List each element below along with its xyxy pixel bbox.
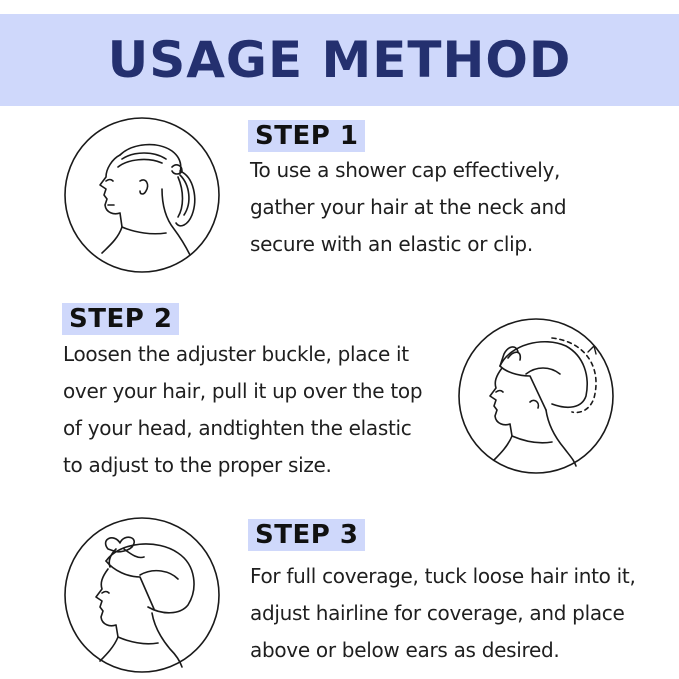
- cap-on-head-icon: [62, 515, 222, 675]
- step-1-line: To use a shower cap effectively,: [250, 158, 561, 182]
- header-banner: [0, 14, 679, 106]
- step-3-label: STEP 3: [248, 519, 365, 551]
- step-3-line: adjust hairline for coverage, and place: [250, 601, 625, 625]
- step-2-text: [63, 336, 422, 484]
- step-1-line: secure with an elastic or clip.: [250, 232, 533, 256]
- step-2-line: of your head, andtighten the elastic: [63, 416, 412, 440]
- ponytail-head-icon: [62, 115, 222, 275]
- step-1-text: [250, 152, 566, 263]
- step-1-label: STEP 1: [248, 120, 365, 152]
- step-3-line: For full coverage, tuck loose hair into it,: [250, 564, 636, 588]
- page-title: USAGE METHOD: [107, 31, 572, 89]
- step-2-line: Loosen the adjuster buckle, place it: [63, 342, 409, 366]
- step-3-line: above or below ears as desired.: [250, 638, 560, 662]
- step-2-line: over your hair, pull it up over the top: [63, 379, 423, 403]
- step-3-text: [250, 558, 636, 669]
- step-1-line: gather your hair at the neck and: [250, 195, 567, 219]
- step-2-label: STEP 2: [62, 303, 179, 335]
- cap-adjust-head-icon: [456, 316, 616, 476]
- step-2-line: to adjust to the proper size.: [63, 453, 332, 477]
